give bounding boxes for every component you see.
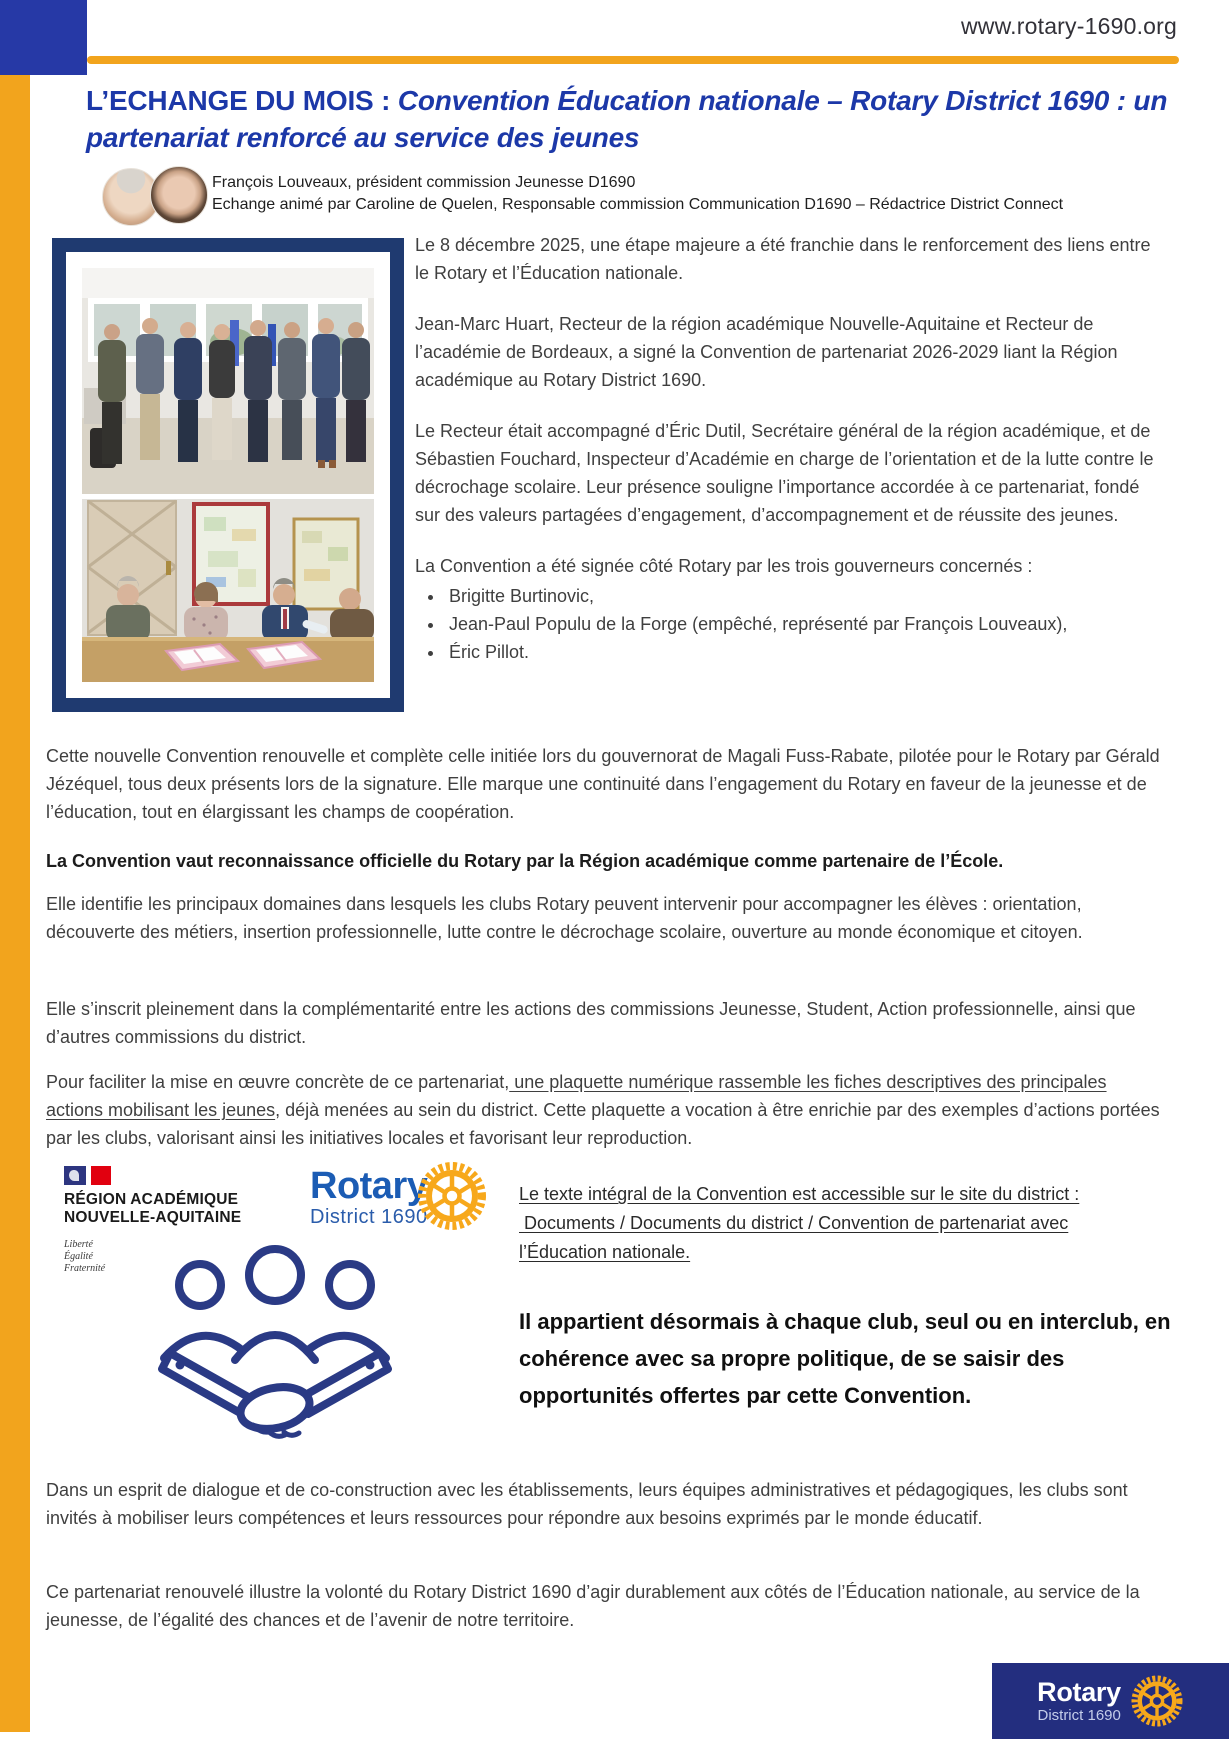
convention-link[interactable] xyxy=(519,1180,1167,1267)
byline-text xyxy=(212,164,1063,226)
person xyxy=(278,322,306,460)
person xyxy=(98,324,126,464)
paragraph-convention: Cette nouvelle Convention renouvelle et complète celle initiée lors du gouvernorat de Magali Fuss-Rabate, pilotée pour le Rotary par Gérald Jézéquel, tous deux présents lors de la signature. Elle marque une continuité dans l’engagement du Rotary en faveur de la jeunesse et de l’éducation, tout en élargissant les champs de coopération. xyxy=(46,746,1160,822)
paragraph-date: Le 8 décembre 2025, une étape majeure a été franchie dans le renforcement des liens entre le Rotary et l’Éducation nationale. xyxy=(415,235,1151,283)
convention-link-line2[interactable]: Documents / Documents du district / Convention de partenariat avec xyxy=(519,1213,1069,1233)
paragraph-appartient-bold: Il appartient désormais à chaque club, seul ou en interclub, en cohérence avec sa propre politique, de se saisir des opportunités offertes par cette Convention. xyxy=(519,1309,1171,1408)
article-right-column xyxy=(415,231,1160,666)
byline-line-2: Echange animé par Caroline de Quelen, Responsable commission Communication D1690 – Rédactrice District Connect xyxy=(212,196,1064,213)
paragraph-identifie: Elle identifie les principaux domaines dans lesquels les clubs Rotary peuvent intervenir pour accompagner les élèves : orientation, découverte des métiers, insertion professionnelle, lutte contre le décrochage scolaire, ouverture au monde économique et citoyen. xyxy=(46,894,1083,942)
title-prefix: L’ECHANGE DU MOIS : xyxy=(86,85,398,116)
person xyxy=(244,320,272,462)
avatar-caroline-de-quelen xyxy=(150,166,208,224)
signatories-intro: La Convention a été signée côté Rotary par les trois gouverneurs concernés : xyxy=(415,556,1033,576)
photo-collage-frame xyxy=(52,238,404,712)
paragraph-faciliter xyxy=(46,1068,1168,1152)
footer-rotary-wordmark: Rotary xyxy=(1037,1676,1121,1707)
paragraph-inscrit: Elle s’inscrit pleinement dans la complémentarité entre les actions des commissions Jeunesse, Student, Action professionnelle, ainsi que d’autres commissions du district. xyxy=(46,999,1136,1047)
person xyxy=(136,318,164,460)
plaquette-link[interactable]: une plaquette numérique rassemble les fiches descriptives des principales actions mobilisant les jeunes xyxy=(46,1072,1107,1120)
group-photo-image xyxy=(82,268,374,494)
title-italic: Convention Éducation nationale – Rotary District 1690 : un partenariat renforcé au service des jeunes xyxy=(86,85,1168,153)
ra-motto-liberte: Liberté xyxy=(64,1239,93,1250)
rotary-district-logo xyxy=(310,1165,500,1229)
person xyxy=(342,322,370,462)
signatory-item: • Brigitte Burtinovic, xyxy=(445,582,1160,610)
footer-district-label: District 1690 xyxy=(1037,1706,1121,1724)
paragraph-esprit: Dans un esprit de dialogue et de co-construction avec les établissements, leurs équipes administratives et pédagogiques, les clubs sont invités à mobiliser leurs compétences et leurs ressources pour répondre aux besoins exprimés par le monde éducatif. xyxy=(46,1480,1128,1528)
rotary-wheel-icon xyxy=(416,1160,488,1232)
site-url-link[interactable]: www.rotary-1690.org xyxy=(961,13,1177,39)
signing-photo-image xyxy=(82,499,374,682)
footer-rotary-logo xyxy=(992,1663,1229,1739)
ra-motto-egalite: Égalité xyxy=(64,1251,93,1262)
french-flag-icon xyxy=(64,1166,274,1185)
ra-logo-line1: RÉGION ACADÉMIQUE xyxy=(64,1191,239,1208)
paragraph-final: Ce partenariat renouvelé illustre la volonté du Rotary District 1690 d’agir durablement aux côtés de l’Éducation nationale, au service de la jeunesse, de l’égalité des chances et de l’avenir de notre territoire. xyxy=(46,1582,1140,1630)
header-rule xyxy=(87,56,1179,64)
person xyxy=(209,324,235,460)
paragraph-reconnaissance-bold: La Convention vaut reconnaissance officielle du Rotary par la Région académique comme partenaire de l’École. xyxy=(46,851,1004,871)
signatory-item: • Éric Pillot. xyxy=(445,638,1160,666)
corner-accent-block xyxy=(0,0,87,75)
person xyxy=(174,322,202,462)
ra-logo-line2: NOUVELLE-AQUITAINE xyxy=(64,1209,242,1226)
paragraph-recteur: Le Recteur était accompagné d’Éric Dutil, Secrétaire général de la région académique, et de Sébastien Fouchard, Inspecteur d’Académie en charge de l’orientation et de la lutte contre le décrochage scolaire. Leur présence souligne l’importance accordée à ce partenariat, fondé sur des valeurs partagées d’engagement, d’accompagnement et de réussite des jeunes. xyxy=(415,421,1154,525)
signatory-item: • Jean-Paul Populu de la Forge (empêché, représenté par François Louveaux), xyxy=(445,610,1160,638)
left-accent-strip xyxy=(0,75,30,1732)
paragraph-huart: Jean-Marc Huart, Recteur de la région académique Nouvelle-Aquitaine et Recteur de l’académie de Bordeaux, a signé la Convention de partenariat 2026-2029 liant la Région académique au Rotary District 1690. xyxy=(415,314,1118,390)
signatories-list xyxy=(445,582,1160,666)
footer-rotary-wheel-icon xyxy=(1130,1674,1184,1728)
author-avatars xyxy=(100,164,212,226)
person xyxy=(312,318,340,468)
faciliter-before: Pour faciliter la mise en œuvre concrète de ce partenariat, xyxy=(46,1072,510,1092)
handshake-illustration xyxy=(150,1238,400,1463)
article-title xyxy=(86,82,1171,156)
byline xyxy=(100,164,1063,226)
convention-link-line3[interactable]: l’Éducation nationale. xyxy=(519,1242,691,1262)
rotary-wordmark: Rotary xyxy=(310,1165,428,1207)
byline-line-1: François Louveaux, président commission Jeunesse D1690 xyxy=(212,174,636,191)
rotary-district-label: District 1690 xyxy=(310,1206,428,1228)
convention-link-line1[interactable]: Le texte intégral de la Convention est accessible sur le site du district : xyxy=(519,1184,1080,1204)
ra-motto-fraternite: Fraternité xyxy=(64,1263,106,1274)
faciliter-after: , déjà menées au sein du district. Cette plaquette a vocation à être enrichie par des exemples d’actions portées par les clubs, valorisant ainsi les initiatives locales et favorisant leur reproduction. xyxy=(46,1100,1160,1148)
